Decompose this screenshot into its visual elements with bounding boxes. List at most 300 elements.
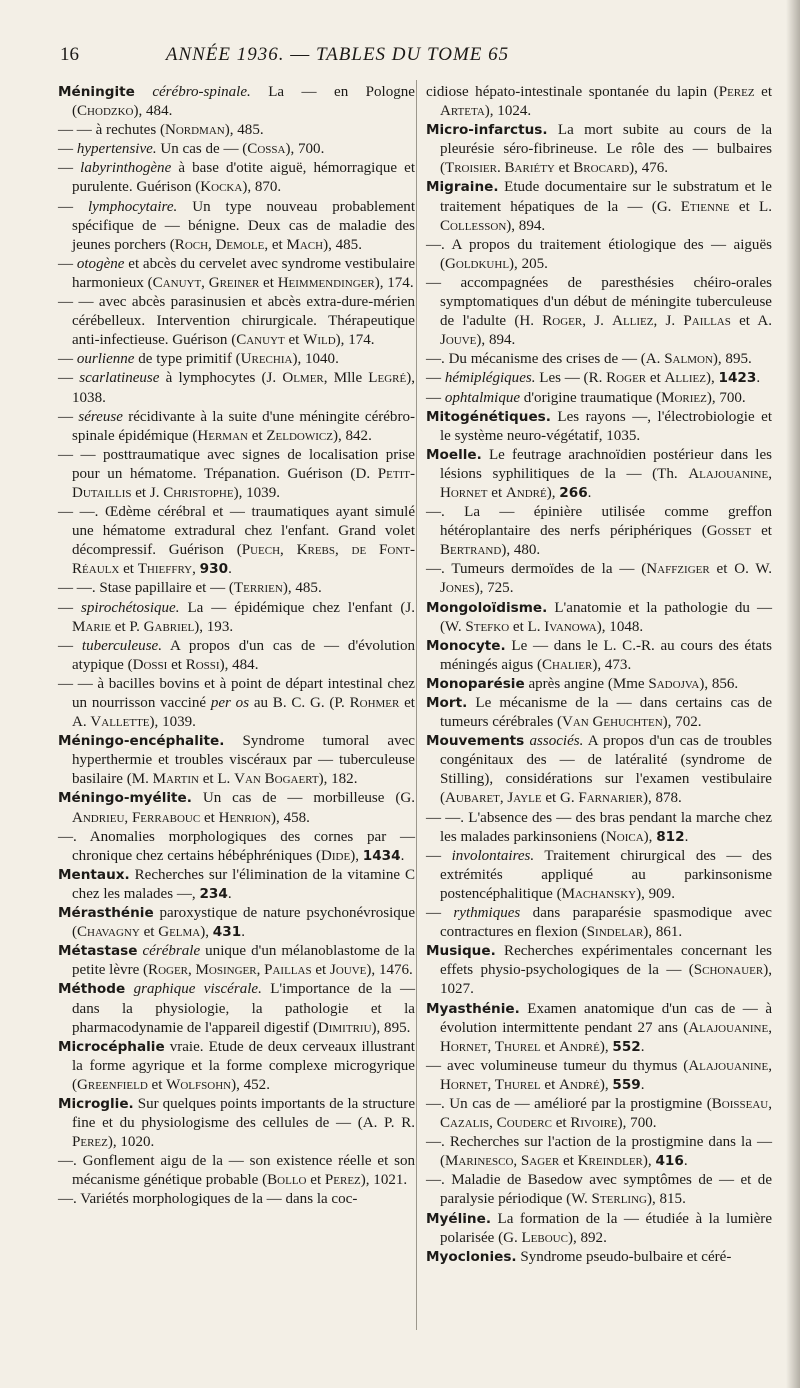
entry-text: Van Bogaert <box>234 771 319 788</box>
entry-headword: Mort. <box>426 695 468 711</box>
entry-text: Chavagny <box>77 924 140 941</box>
entry-text: ), 1048. <box>596 618 644 635</box>
entry-text: Mach <box>286 236 324 253</box>
entry-headword: Myasthénie. <box>426 1000 520 1017</box>
entry-text: — —. L'absence des — des bras pendant la marche chez les malades parkinsoniens ( <box>426 809 772 845</box>
entry-text: Sur quelques points importants de la structure fine et du physiologisme des cellules de — (A. P. R. <box>72 1095 415 1132</box>
index-entry <box>426 121 772 178</box>
entry-text: La — épidémique chez l'enfant (J. <box>179 599 415 616</box>
index-entry <box>426 389 772 408</box>
entry-text: 416 <box>655 1153 684 1170</box>
entry-text: à base d'otite aiguë, hémorragique et purulente. Guérison ( <box>72 160 416 196</box>
entry-text: Perez <box>718 84 755 100</box>
entry-headword: Méningite <box>58 84 135 100</box>
entry-text: Dide <box>321 847 351 864</box>
entry-text: Olmer <box>282 370 324 387</box>
entry-text: Marinesco, Sager <box>445 1153 560 1170</box>
entry-headword: Mouvements <box>426 733 525 750</box>
entry-text: ), 485. <box>224 122 264 139</box>
index-entry <box>426 236 772 274</box>
index-entry <box>426 1000 772 1057</box>
entry-text: , Mlle <box>323 370 369 387</box>
entry-text: Ivanowa <box>544 618 597 635</box>
entry-text: 1434 <box>362 847 401 864</box>
entry-text: Collesson <box>440 217 507 234</box>
index-entry <box>58 83 415 121</box>
entry-text <box>125 981 133 997</box>
entry-text: ), 870. <box>242 179 282 196</box>
entry-text: et <box>551 1115 571 1132</box>
entry-headword: Microcéphalie <box>58 1038 165 1055</box>
index-entry <box>426 942 772 999</box>
entry-text: Petit-Dutaillis <box>72 465 415 501</box>
entry-headword: Microglie. <box>58 1095 134 1112</box>
entry-text: — <box>426 370 445 387</box>
entry-text: Un cas de — ( <box>156 141 248 158</box>
entry-text: et <box>554 160 574 177</box>
entry-text: . <box>756 370 761 387</box>
entry-text: ), 1040. <box>292 351 339 368</box>
entry-text: Canuyt <box>236 332 285 349</box>
entry-text: tuberculeuse. <box>81 637 162 654</box>
entry-text: et <box>200 809 219 826</box>
entry-text: ), 895. <box>371 1019 411 1036</box>
entry-text: Examen anatomique d'un cas de — à évolution intermittente pendant 27 ans ( <box>440 1000 772 1036</box>
entry-text: ), <box>599 1076 613 1093</box>
entry-text: ), 473. <box>592 656 632 673</box>
entry-headword: Musique. <box>426 943 496 960</box>
entry-headword: Migraine. <box>426 179 499 196</box>
entry-text: — <box>58 370 80 387</box>
entry-text: La mort subite au cours de la pleurésie séro-fibrineuse. Le rôle des — bulbaires ( <box>440 122 772 177</box>
entry-text: Nordman <box>164 122 225 139</box>
index-entry <box>426 637 772 675</box>
entry-text: — <box>426 847 452 864</box>
entry-text: ), 484. <box>133 103 173 120</box>
entry-text: ), 895. <box>712 351 752 368</box>
entry-text: Paillas <box>683 313 731 330</box>
entry-text: — — posttraumatique avec signes de localisation prise pour un hématome. Trépanation. Guérison (D. <box>58 446 415 482</box>
entry-text: —. Maladie de Basedow avec symptômes de — et de paralysie périodique (W. <box>426 1172 772 1208</box>
entry-text: Perez <box>324 1172 361 1189</box>
entry-text: Alliez <box>612 313 654 330</box>
entry-text: —. Gonflement aigu de la — son existence réelle et son mécanisme génétique probable ( <box>58 1153 415 1189</box>
entry-text: . <box>227 885 232 902</box>
entry-text: —. Un cas de — amélioré par la prostigmine ( <box>426 1095 712 1112</box>
entry-text: Recherches sur l'élimination de la vitamine C chez les malades —, <box>72 866 415 902</box>
entry-text: ), 725. <box>474 580 514 597</box>
entry-text: Le mécanisme de la — dans certains cas de tumeurs cérébrales ( <box>440 695 772 731</box>
entry-text: ), 205. <box>509 255 548 272</box>
entry-text: Brocard <box>573 160 630 177</box>
entry-text: La formation de la — étudiée à la lumière polarisée (G. <box>440 1210 772 1246</box>
entry-text: per os <box>210 695 250 711</box>
entry-text: de type primitif ( <box>134 351 241 368</box>
entry-text: . <box>241 924 245 941</box>
entry-text: ), 815. <box>646 1191 686 1208</box>
entry-text: Canuyt, Greiner <box>152 274 260 291</box>
entry-text: Roger <box>606 370 647 387</box>
entry-text: et A. <box>730 313 773 330</box>
entry-headword: Mentaux. <box>58 866 130 883</box>
entry-headword: Monoparésie <box>426 675 525 692</box>
entry-text: Etude documentaire sur le substratum et le traitement hépatiques de la — (G. <box>440 179 772 215</box>
entry-text: et abcès du cervelet avec syndrome vestibulaire harmonieux ( <box>72 255 416 291</box>
entry-text: Urechia <box>240 351 293 368</box>
entry-headword: Méthode <box>58 981 126 998</box>
entry-text: rythmiques <box>453 905 521 922</box>
entry-text: ophtalmique <box>444 389 521 406</box>
index-entry <box>58 503 415 579</box>
entry-text: Un type nouveau probablement spécifique de — bénigne. Deux cas de maladie des jeunes porchers ( <box>72 198 415 253</box>
index-entry <box>426 178 772 235</box>
entry-text: — — à bacilles bovins et à point de départ intestinal chez un nourrisson vacciné <box>58 675 415 711</box>
entry-text: ), 700. <box>285 141 325 158</box>
index-entry <box>426 904 772 942</box>
entry-text: — <box>58 160 81 177</box>
entry-text: scarlatineuse <box>79 370 160 387</box>
entry-text: ), <box>546 484 560 501</box>
entry-text: —. Du mécanisme des crises de — (A. <box>426 351 665 368</box>
entry-text: Naffziger <box>646 561 710 578</box>
entry-text: et <box>540 1076 560 1093</box>
index-entry <box>426 446 772 503</box>
entry-text: 812 <box>656 828 685 845</box>
entry-text: . <box>228 561 232 578</box>
entry-text: d'origine traumatique ( <box>520 389 662 406</box>
entry-text: — <box>58 351 77 368</box>
entry-text: Lebouc <box>521 1229 568 1246</box>
entry-text: graphique viscérale. <box>133 981 262 998</box>
entry-text: ), 909. <box>636 885 675 902</box>
entry-text: ), 1039. <box>233 484 280 501</box>
entry-text: ), <box>350 847 363 864</box>
entry-text: ), 1038. <box>72 370 415 406</box>
running-header <box>60 44 615 72</box>
index-entry <box>426 675 772 694</box>
entry-text: — <box>426 389 445 406</box>
entry-text: et <box>139 924 159 941</box>
entry-text: vraie. Etude de deux cerveaux illustrant la forme agyrique et la forme complexe microgyrique ( <box>72 1038 415 1093</box>
entry-text: André <box>559 1076 600 1093</box>
entry-text: — — avec abcès parasinusien et abcès extra-dure-mérien cérébelleux. Intervention chirurgicale. Thérapeutique anti-infectieuse. Guérison ( <box>58 294 415 349</box>
entry-text: La — en Pologne ( <box>72 84 415 120</box>
entry-text: Marie <box>72 618 112 635</box>
entry-text: — <box>58 599 81 616</box>
entry-text: Aubaret, Jayle <box>445 790 542 807</box>
entry-text: Legré <box>368 370 407 387</box>
entry-text: Gosset <box>706 523 752 540</box>
entry-text: ), 182. <box>318 771 358 788</box>
entry-text: André <box>505 484 547 501</box>
running-title-tables: TABLES DU TOME 65 <box>316 44 510 65</box>
index-entry <box>58 350 415 369</box>
entry-text: , et <box>264 236 287 253</box>
entry-text: et <box>119 561 138 578</box>
entry-text: Thieffry <box>137 561 193 578</box>
entry-text <box>135 84 152 100</box>
index-entry <box>58 1038 415 1095</box>
entry-text: — <box>58 255 77 272</box>
entry-text: ), 894. <box>506 217 546 234</box>
index-entry <box>58 1190 415 1209</box>
index-entry <box>426 599 772 637</box>
entry-text: Perez <box>72 1134 108 1151</box>
index-entry <box>58 980 415 1037</box>
index-entry <box>58 904 415 942</box>
entry-text: Chalier <box>541 656 593 673</box>
entry-text: 266 <box>559 484 588 501</box>
entry-text: Rivoire <box>570 1115 618 1132</box>
entry-text: Herman <box>197 427 248 444</box>
entry-text: Syndrome pseudo-bulbaire et céré- <box>516 1248 732 1265</box>
entry-text: Heimmendinger <box>277 274 375 291</box>
entry-text: et <box>559 1153 578 1170</box>
entry-text: — <box>58 141 77 158</box>
entry-text: — <box>58 198 88 215</box>
entry-text: ), <box>200 924 213 941</box>
index-entry <box>58 789 415 827</box>
column-divider <box>416 80 417 1330</box>
entry-text: et <box>247 427 267 444</box>
index-entry <box>58 579 415 598</box>
index-entry <box>58 293 415 350</box>
entry-text: Zeldowicz <box>266 427 333 444</box>
index-entry <box>426 83 772 121</box>
entry-text: et <box>306 1172 325 1189</box>
entry-text: Jones <box>440 580 475 597</box>
index-entry <box>426 732 772 808</box>
entry-headword: Monocyte. <box>426 637 506 654</box>
entry-text: —. Recherches sur l'action de la prostigmine dans la — ( <box>426 1134 772 1170</box>
entry-headword: Mitogénétiques. <box>426 408 551 425</box>
entry-text: , J. <box>582 313 613 330</box>
entry-text: Chodzko <box>77 103 134 120</box>
entry-text: et <box>311 962 330 979</box>
entry-text: hypertensive. <box>76 141 157 158</box>
entry-text: Dimitriu <box>317 1019 372 1036</box>
entry-text: Alliez <box>664 370 706 387</box>
entry-text: —. Variétés morphologiques de la — dans la coc- <box>58 1191 358 1208</box>
entry-text: —. Anomalies morphologiques des cornes par — chronique chez certains hébéphréniques ( <box>58 828 415 864</box>
entry-text: spirochétosique. <box>81 599 180 616</box>
entry-headword: Métastase <box>58 943 138 960</box>
entry-text: A propos d'un cas de — d'évolution atypique ( <box>72 637 415 673</box>
entry-text: Rossi <box>185 656 220 673</box>
entry-text: et <box>646 370 665 387</box>
entry-text: 559 <box>612 1076 641 1093</box>
page-number: 16 <box>60 44 79 65</box>
entry-text: Wolfsohn <box>166 1076 232 1093</box>
entry-text: — accompagnées de paresthésies chéiro-orales symptomatiques d'un début de méningite tuberculeuse de l'adulte (H. <box>426 274 772 330</box>
entry-text: Alajouanine, Hornet <box>440 465 772 501</box>
entry-text: et G. <box>541 790 579 807</box>
entry-text: unique d'un mélanoblastome de la petite lèvre ( <box>72 943 416 979</box>
entry-headword: Mérasthénie <box>58 905 154 922</box>
entry-text: Henrion <box>218 809 272 826</box>
entry-text: Alajouanine, Hornet, Thurel <box>440 1019 772 1055</box>
entry-headword: Mongoloïdisme. <box>426 599 548 616</box>
entry-text: Kocka <box>200 179 243 196</box>
entry-text: et <box>540 1038 560 1055</box>
entry-text: Andrieu, Ferrabouc <box>72 809 201 826</box>
entry-text: otogène <box>76 255 125 272</box>
entry-text: Roger <box>542 313 583 330</box>
entry-text: Roch, Demole <box>174 236 265 253</box>
entry-text: ), 892. <box>567 1229 607 1246</box>
entry-text: Les rayons —, l'électrobiologie et le système neuro-végétatif, 1035. <box>440 408 772 444</box>
entry-text: Schonauer <box>693 962 764 979</box>
index-entry <box>426 1133 772 1171</box>
entry-text: 930 <box>199 561 229 578</box>
left-column <box>58 83 415 1210</box>
entry-text: Bertrand <box>440 542 502 559</box>
entry-text: 1423 <box>718 370 757 387</box>
entry-text: ), 856. <box>699 675 739 692</box>
entry-text: Jouve <box>329 962 367 979</box>
running-title <box>60 44 615 66</box>
entry-text: Les — (R. <box>535 370 607 387</box>
entry-text: Le feutrage arachnoïdien postérieur dans les lésions syphilitiques de la — (Th. <box>440 446 772 482</box>
entry-text: associés. <box>529 733 584 750</box>
index-entry <box>426 1210 772 1248</box>
entry-text: Etienne <box>680 198 730 215</box>
entry-text: Roger, Mosinger, Paillas <box>148 962 312 979</box>
entry-text: ), 700. <box>706 389 746 406</box>
entry-text: paroxystique de nature psychonévrosique ( <box>72 905 415 941</box>
entry-text: ), 174. <box>335 332 375 349</box>
entry-text: Cossa <box>247 141 286 158</box>
entry-text: . <box>640 1038 645 1055</box>
entry-text: Alajouanine, Hornet, Thurel <box>440 1057 772 1093</box>
index-entry <box>58 159 415 197</box>
entry-text: ), 1020. <box>107 1134 155 1151</box>
entry-headword: Myoclonies. <box>426 1248 517 1265</box>
right-column <box>426 83 772 1267</box>
entry-text: Sadojva <box>648 675 700 692</box>
entry-text: Un cas de — morbilleuse (G. <box>191 790 415 807</box>
entry-text: ), 861. <box>643 924 683 941</box>
entry-text: Kreindler <box>577 1153 643 1170</box>
entry-text: . <box>640 1076 645 1093</box>
entry-text: ), 1024. <box>484 103 532 120</box>
entry-text: et <box>167 656 186 673</box>
entry-text: et L. <box>198 771 235 788</box>
entry-text: ), 485. <box>282 580 322 597</box>
entry-headword: Méningo-myélite. <box>58 790 192 807</box>
entry-text: ), 1027. <box>440 962 772 998</box>
entry-text: Gelma <box>158 924 201 941</box>
entry-text: Christophe <box>163 484 234 501</box>
entry-text: ), 700. <box>617 1115 657 1132</box>
index-entry <box>58 1152 415 1190</box>
entry-text: ), 452. <box>231 1076 270 1093</box>
entry-text: ), 485. <box>323 236 362 253</box>
entry-text: hémiplégiques. <box>444 370 536 387</box>
index-entry <box>426 503 772 560</box>
index-entry <box>426 847 772 904</box>
entry-text: Dossi <box>132 656 168 673</box>
entry-text: au B. C. G. (P. <box>249 695 350 711</box>
entry-text: Recherches expérimentales concernant les effets physio-psychologiques de la — ( <box>440 943 772 979</box>
entry-text: ), 480. <box>501 542 541 559</box>
entry-text: Le — dans le L. C.-R. au cours des états méningés aigus ( <box>440 637 772 673</box>
entry-text: Traitement chirurgical des — des extrémités appliqué au parkinsonisme postencéphalitique ( <box>440 847 772 902</box>
entry-text: — —. Stase papillaire et — ( <box>58 580 234 597</box>
entry-text: Salmon <box>664 351 713 368</box>
entry-headword: Micro-infarctus. <box>426 122 548 139</box>
entry-text: L'importance de la — dans la physiologie, la pathologie et la pharmacodynamie de l'appareil digestif ( <box>72 981 415 1036</box>
index-entry <box>58 140 415 159</box>
index-entry <box>58 675 415 732</box>
entry-text: et A. <box>72 695 415 731</box>
entry-text: Troisier. Bariéty <box>445 160 555 177</box>
index-entry <box>426 1248 772 1267</box>
entry-text: . <box>587 484 592 501</box>
entry-text: et <box>487 484 506 501</box>
entry-text: Farnarier <box>578 790 643 807</box>
entry-text: — <box>426 905 454 922</box>
entry-text: et <box>754 84 772 100</box>
entry-text: et <box>147 1076 167 1093</box>
entry-text: Arteta <box>440 103 485 120</box>
entry-text: Goldkuhl <box>445 255 510 272</box>
entry-text: Bollo <box>267 1172 307 1189</box>
entry-text: ), 458. <box>271 809 310 826</box>
entry-text: Puech, Krebs, de Font-Réaulx <box>72 542 415 578</box>
entry-text: — —. Œdème cérébral et — traumatiques ayant simulé une hématome extradural chez l'enfant. Grand volet décompressif. Guérison ( <box>58 504 415 559</box>
index-entry <box>426 1057 772 1095</box>
index-entry <box>426 1095 772 1133</box>
index-entry <box>58 369 415 407</box>
entry-text: 552 <box>612 1038 641 1055</box>
entry-text: et <box>284 332 304 349</box>
entry-text: ), 878. <box>642 790 682 807</box>
entry-text: — <box>58 637 82 654</box>
entry-text: —. Tumeurs dermoïdes de la — ( <box>426 561 647 578</box>
entry-text: et L. <box>729 198 772 215</box>
entry-text: Sterling <box>591 1191 647 1208</box>
entry-text: ), 842. <box>332 427 372 444</box>
index-entry <box>58 637 415 675</box>
entry-text: Rohmer <box>349 695 400 711</box>
index-entry <box>58 866 415 904</box>
index-entry <box>426 560 772 598</box>
entry-text: Noica <box>605 828 644 845</box>
entry-text: et O. W. <box>709 561 772 578</box>
index-entry <box>58 828 415 866</box>
entry-text: . <box>684 828 689 845</box>
index-entry <box>426 274 772 350</box>
page-edge-shadow <box>786 0 800 1388</box>
entry-text: Greenfield <box>77 1076 148 1093</box>
entry-headword: Moelle. <box>426 446 482 463</box>
entry-text: . <box>400 847 405 864</box>
entry-text: dans paraparésie spasmodique avec contractures en flexion ( <box>440 905 772 941</box>
entry-text: séreuse <box>78 408 123 425</box>
entry-text: Syndrome tumoral avec hyperthermie et troubles viscéraux par — tuberculeuse basilaire (M. <box>72 733 415 788</box>
entry-text: après angine (Mme <box>524 675 649 692</box>
entry-text: ), 193. <box>194 618 234 635</box>
entry-text: et P. <box>111 618 144 635</box>
entry-text: involontaires. <box>451 847 535 864</box>
entry-text: Terrien <box>233 580 283 597</box>
entry-text: Van Gehuchten <box>561 714 663 731</box>
entry-text: Sindelar <box>586 924 644 941</box>
entry-text: — — à rechutes ( <box>58 122 165 139</box>
entry-text: ), 1476. <box>366 962 413 979</box>
index-entry <box>426 694 772 732</box>
